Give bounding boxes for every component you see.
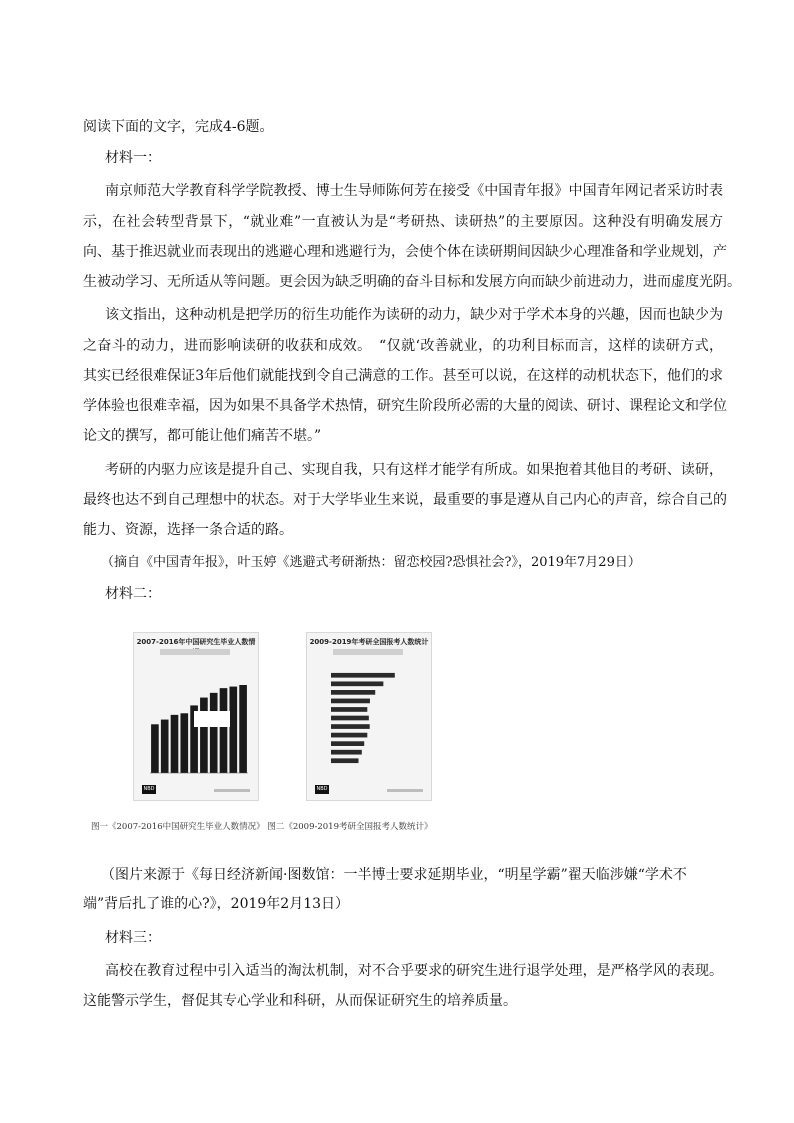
bar-2013 bbox=[331, 724, 370, 729]
bar-2008 bbox=[161, 720, 169, 773]
bar-2010 bbox=[331, 750, 362, 755]
bar-2019 bbox=[331, 673, 395, 678]
paragraph-line: 示，在社会转型背景下，“就业难”一直被认为是“考研热、读研热”的主要原因。这种没有明确发展方 bbox=[83, 214, 723, 230]
bar-2016 bbox=[239, 685, 247, 773]
bar-2018 bbox=[331, 681, 383, 686]
figure-applicants-chart bbox=[306, 632, 432, 801]
material-one-heading: 材料一： bbox=[105, 150, 161, 166]
figure-caption: 图一《2007-2016中国研究生毕业人数情况》 图二《2009-2019考研全国报考人数统计》 bbox=[91, 822, 433, 832]
paragraph-line: 高校在教育过程中引入适当的淘汰机制，对不合乎要求的研究生进行退学处理，是严格学风的表现。 bbox=[105, 963, 723, 979]
material-three-heading: 材料三： bbox=[105, 930, 161, 946]
material-two-heading: 材料二： bbox=[105, 586, 161, 602]
bar-2017 bbox=[331, 690, 375, 695]
paragraph-line: 考研的内驱力应该是提升自己、实现自我，只有这样才能学有所成。如果抱着其他目的考研、读研， bbox=[105, 462, 723, 478]
image-source-line: 端”背后扎了谁的心?》，2019年2月13日） bbox=[83, 896, 350, 912]
source-text bbox=[214, 789, 250, 792]
bar-2014 bbox=[220, 688, 228, 773]
nbd-logo: NBD bbox=[316, 786, 328, 792]
source-citation: （摘自《中国青年报》，叶玉婷《逃避式考研渐热：留恋校园?恐惧社会?》，2019年7月29日） bbox=[101, 555, 641, 570]
paragraph-line: 能力、资源，选择一条合适的路。 bbox=[83, 522, 293, 538]
bar-chart bbox=[134, 633, 258, 800]
instruction-line: 阅读下面的文字，完成4-6题。 bbox=[83, 119, 274, 135]
bar-2007 bbox=[151, 724, 159, 773]
bar-2012 bbox=[331, 733, 367, 738]
bar-2015 bbox=[229, 687, 237, 773]
image-source-line: （图片来源于《每日经济新闻·图数馆：一半博士要求延期毕业，“明星学霸”翟天临涉嫌“学术不 bbox=[101, 867, 687, 883]
bar-2010 bbox=[180, 713, 188, 773]
bar-2013 bbox=[210, 693, 218, 773]
paragraph-line: 最终也达不到自己理想中的状态。对于大学毕业生来说，最重要的事是遵从自己内心的声音，综合自己的 bbox=[83, 492, 727, 508]
bar-2016 bbox=[331, 699, 370, 704]
bar-2015 bbox=[331, 707, 367, 712]
figure-title: 2009-2019年考研全国报考人数统计 bbox=[309, 638, 429, 646]
paragraph-line: 学体验也很难幸福，因为如果不具备学术热情，研究生阶段所必需的大量的阅读、研讨、课程论文和学位 bbox=[83, 398, 727, 414]
bar-2012 bbox=[200, 698, 208, 773]
horizontal-bar-chart bbox=[307, 633, 431, 800]
label-box bbox=[194, 711, 230, 727]
figure-graduates-chart bbox=[133, 632, 259, 801]
paragraph-line: 该文指出，这种动机是把学历的衍生功能作为读研的动力，缺少对于学术本身的兴趣，因而也缺少为 bbox=[105, 307, 723, 323]
paragraph-line: 论文的撰写，都可能让他们痛苦不堪。” bbox=[83, 428, 322, 444]
paragraph-line: 向、基于推迟就业而表现出的逃避心理和逃避行为，会使个体在读研期间因缺少心理准备和学业规划，产 bbox=[83, 244, 727, 260]
bar-2011 bbox=[331, 741, 364, 746]
bar-2014 bbox=[331, 716, 369, 721]
paragraph-line: 南京师范大学教育科学学院教授、博士生导师陈何芳在接受《中国青年报》中国青年网记者采访时表 bbox=[105, 183, 723, 199]
nbd-logo: NBD bbox=[143, 786, 155, 792]
paragraph-line: 其实已经很难保证3年后他们就能找到令自己满意的工作。甚至可以说，在这样的动机状态下，他们的求 bbox=[83, 368, 723, 384]
paragraph-line: 这能警示学生，督促其专心学业和科研，从而保证研究生的培养质量。 bbox=[83, 993, 517, 1009]
paragraph-line: 生被动学习、无所适从等问题。更会因为缺乏明确的奋斗目标和发展方向而缺少前进动力，进而虚度光阴。 bbox=[83, 274, 741, 290]
paragraph-line: 之奋斗的动力，进而影响读研的收获和成效。 “仅就‘改善就业，的功利目标而言，这样的读研方式， bbox=[83, 338, 723, 354]
bar-2009 bbox=[171, 715, 179, 773]
figure-title: 2007-2016年中国研究生毕业人数情 bbox=[136, 638, 256, 646]
bar-2009 bbox=[331, 758, 359, 763]
source-text bbox=[387, 789, 423, 792]
